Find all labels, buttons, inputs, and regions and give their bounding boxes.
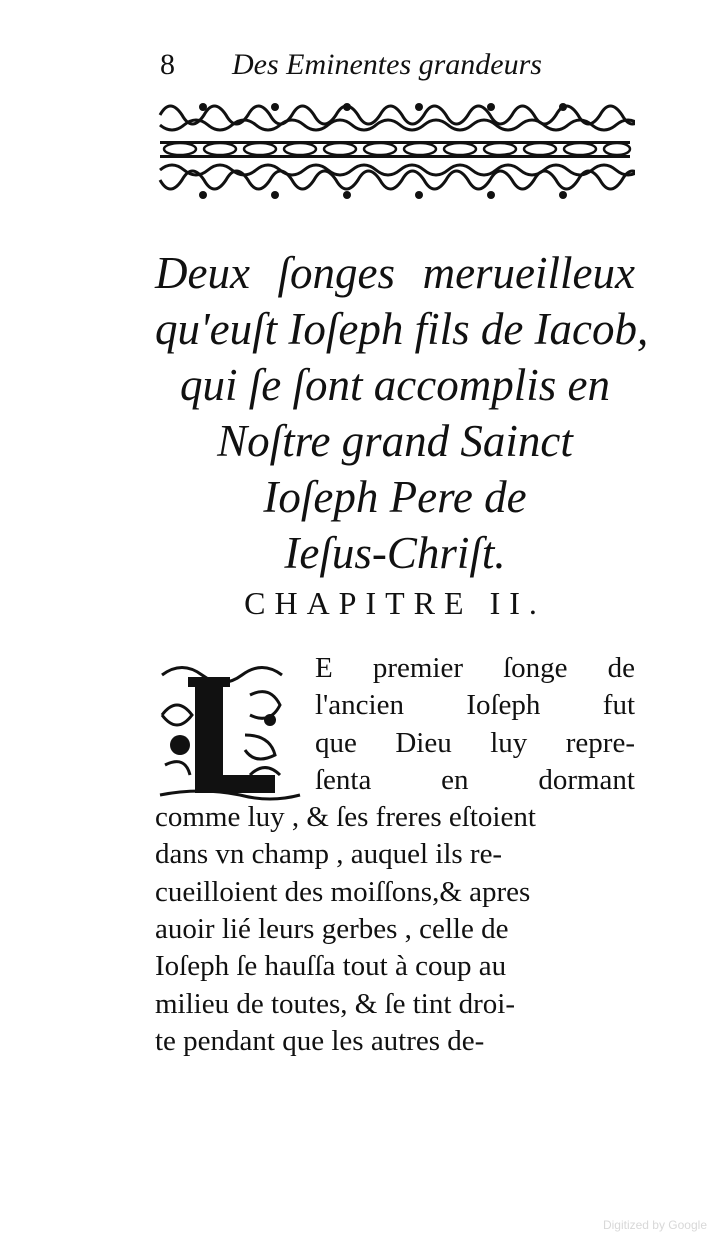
- word: en: [441, 763, 469, 796]
- heading-line-4: Noſtre grand Sainct: [217, 416, 573, 466]
- word: Dieu: [395, 726, 452, 759]
- word: que: [315, 726, 357, 759]
- word: l'ancien: [315, 689, 404, 722]
- body-paragraph: [155, 650, 635, 1060]
- word: ſenta: [315, 763, 372, 796]
- heading-word: ſonges: [277, 248, 396, 298]
- text-line: Ioſeph ſe hauſſa tout à coup au: [155, 950, 507, 983]
- page-number: 8: [160, 48, 175, 81]
- heading-line-6: Ieſus-Chriſt.: [284, 528, 506, 578]
- text-line: auoir lié leurs gerbes , celle de: [155, 913, 509, 946]
- section-heading: [155, 245, 649, 581]
- word: luy: [490, 726, 528, 759]
- word: ſonge: [503, 652, 568, 684]
- heading-line-2: qu'euſt Ioſeph fils de Iacob,: [155, 304, 649, 354]
- word: de: [607, 652, 635, 684]
- heading-line-1: [155, 245, 635, 301]
- digitization-watermark: Digitized by Google: [602, 1218, 707, 1232]
- fleuron-band-icon: [155, 95, 635, 210]
- text-line: [315, 687, 635, 724]
- heading-word: Deux: [155, 248, 250, 298]
- text-line: [315, 725, 635, 762]
- text-line: milieu de toutes, & ſe tint droi-: [155, 987, 516, 1020]
- heading-line-3: qui ſe ſont accomplis en: [180, 360, 610, 410]
- text-line: cueilloient des moiſſons,& apres: [155, 875, 531, 908]
- running-head: [160, 48, 640, 88]
- word: fut: [602, 689, 635, 722]
- text-line: dans vn champ , auquel ils re-: [155, 838, 503, 871]
- chapter-title: CHAPITRE II.: [244, 585, 546, 621]
- word: Ioſeph: [466, 689, 541, 722]
- heading-word: merueilleux: [422, 248, 635, 298]
- word: dormant: [538, 763, 635, 796]
- word: E: [315, 652, 333, 684]
- word: premier: [372, 652, 463, 684]
- word: repre-: [565, 726, 635, 759]
- text-line: comme luy , & ſes freres eſtoient: [155, 801, 536, 834]
- text-line: [315, 762, 635, 799]
- text-line: [315, 650, 635, 687]
- heading-line-5: Ioſeph Pere de: [263, 472, 527, 522]
- running-title: Des Eminentes grandeurs: [232, 48, 542, 81]
- text-line: te pendant que les autres de-: [155, 1024, 485, 1057]
